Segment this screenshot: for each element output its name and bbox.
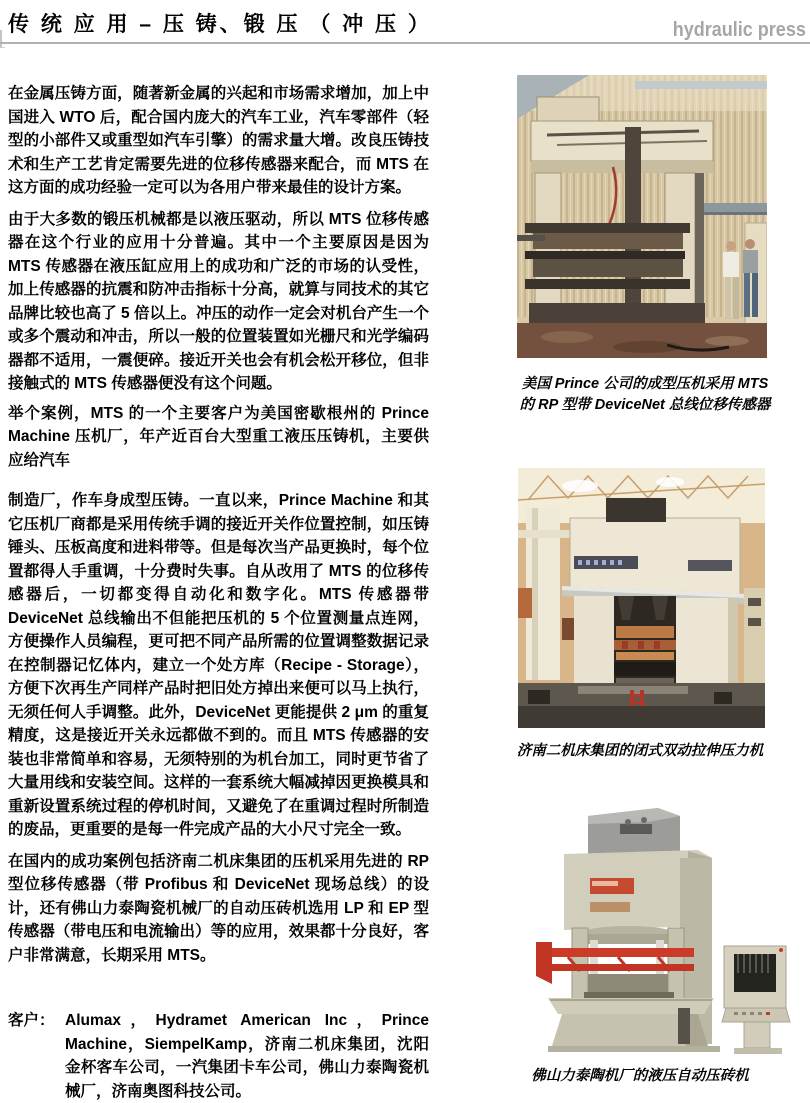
caption-line: 美国 Prince 公司的成型压机采用 MTS: [521, 376, 769, 392]
caption-line: 济南二机床集团的闭式双动拉伸压力机: [516, 743, 764, 759]
customer-list: [8, 1009, 429, 1103]
photo-jinan-press: [518, 468, 765, 728]
article-body: [8, 82, 429, 1103]
customer-list-label: 客户：: [8, 1012, 55, 1029]
caption-line: 佛山力泰陶机厂的液压自动压砖机: [531, 1068, 749, 1084]
photo-foshan-press: [528, 798, 802, 1056]
figure-caption-foshan: [480, 1066, 800, 1087]
photo-prince-press: [517, 75, 767, 358]
caption-line: 的 RP 型带 DeviceNet 总线位移传感器: [519, 397, 771, 413]
figure-foshan-press: [528, 798, 802, 1056]
figure-jinan-press: [518, 468, 765, 728]
left-margin-mark: [0, 30, 5, 48]
article-paragraph: 举个案例，MTS 的一个主要客户为美国密歇根州的 Prince Machine 压机厂，年产近百台大型重工液压压铸机，主要供应给汽车: [8, 404, 429, 469]
customer-list-text: Alumax，Hydramet American Inc，Prince Machine，SiempelKamp，济南二机床集团，沈阳金杯客车公司，一汽集团卡车公司，佛山力泰陶瓷机械厂，济南奥图科技公司。: [65, 1012, 429, 1100]
header-rule: [0, 42, 810, 44]
figure-caption-prince: [495, 374, 795, 416]
article-paragraph: 在金属压铸方面，随著新金属的兴起和市场需求增加，加上中国进入 WTO 后，配合国内庞大的汽车工业，汽车零部件（轻型的小部件又或重型如汽车引擎）的需求量大增。改良压铸技术和生产工艺肯定需要先进的位移传感器来配合，而 MTS 在这方面的成功经验一定可以为各用户带来最佳的设计方案。: [8, 85, 429, 196]
article-paragraph: 由于大多数的锻压机械都是以液压驱动，所以 MTS 位移传感器在这个行业的应用十分普遍。其中一个主要原因是因为 MTS 传感器在液压缸应用上的成功和广泛的市场的认受性，加上传感器的抗震和防冲击指标十分高，就算与同技术的其它品牌比较也高了 5 倍以上。冲压的动作一定会对机台产生一个或多个震动和冲击，所以一般的位置装置如光栅尺和光学编码器都不适用，一震便碎。接近开关也会有机会松开移位，但非接触式的 MTS 传感器便没有这个问题。: [8, 210, 429, 392]
article-paragraph: 制造厂，作车身成型压铸。一直以来，Prince Machine 和其它压机厂商都是采用传统手调的接近开关作位置控制，如压铸锤头、压板高度和进料带等。但是每次当产品更换时，每个位置都得人手重调，十分费时失事。自从改用了 MTS 的位移传感器后，一切都变得自动化和数字化。MTS 传感器带 DeviceNet 总线输出不但能把压机的 5 个位置测量点连网，方便操作人员编程，更可把不同产品所需的位置调整数据记录在控制器记忆体内，建立一个处方库（Recipe - Storage），方便下次再生产同样产品时把旧处方掉出来便可以马上执行，无须任何人手调整。此外，DeviceNet 更能提供 2 μm 的重复精度，这是接近开关永远都做不到的。而且 MTS 传感器的安装也非常简单和容易，无须特别的为机台加工，同时更节省了大量用线和安装空间。这样的一套系统大幅减掉因更换模具和重新设置系统过程的停机时间，又避免了在重调过程时所制造的废品，更重要的是每一件完成产品的大小尺寸完全一致。: [8, 492, 429, 838]
brand-logo-text: hydraulic press: [672, 19, 806, 41]
figure-caption-jinan: [480, 741, 800, 762]
page-title: 传 统 应 用 – 压 铸、锻 压 （ 冲 压 ）: [8, 13, 432, 36]
figure-prince-press: [517, 75, 767, 358]
article-paragraph: 在国内的成功案例包括济南二机床集团的压机采用先进的 RP 型位移传感器（带 Profibus 和 DeviceNet 现场总线）的设计，还有佛山力泰陶瓷机械厂的自动压砖机选用 LP 和 EP 型传感器（带电压和电流输出）等的应用，效果都十分良好，客户非常满意，长期采用 MTS。: [8, 852, 429, 964]
